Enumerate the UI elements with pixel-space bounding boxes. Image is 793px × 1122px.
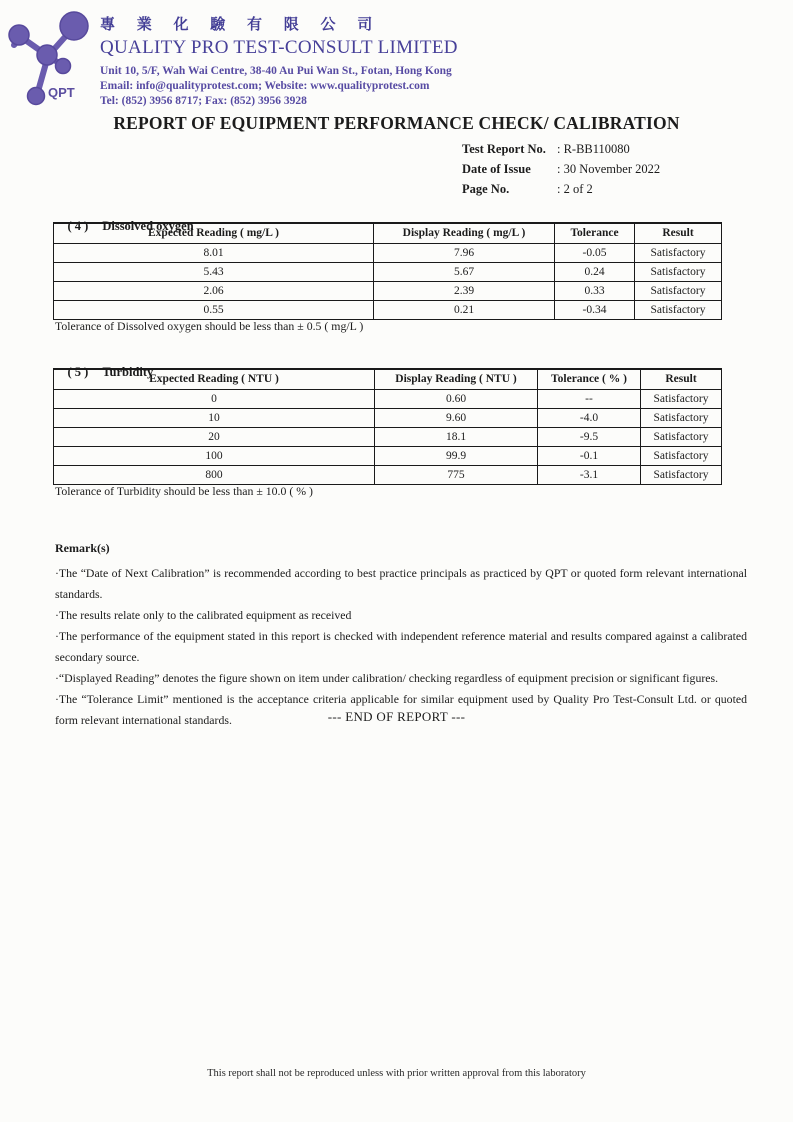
section-number: ( 5 ) bbox=[67, 365, 89, 379]
table-row bbox=[54, 263, 722, 282]
cell-display: 2.39 bbox=[374, 282, 555, 301]
col-expected-reading: Expected Reading ( mg/L ) bbox=[54, 223, 374, 244]
dissolved-oxygen-tolerance-note: Tolerance of Dissolved oxygen should be less than ± 0.5 ( mg/L ) bbox=[55, 319, 364, 333]
report-info-row bbox=[462, 159, 660, 179]
cell-display: 18.1 bbox=[375, 428, 538, 447]
cell-tolerance: -3.1 bbox=[538, 466, 641, 485]
cell-display: 5.67 bbox=[374, 263, 555, 282]
table-row bbox=[54, 466, 722, 485]
cell-result: Satisfactory bbox=[641, 447, 722, 466]
table-header-row bbox=[54, 369, 722, 390]
company-email-website: Email: info@qualityprotest.com; Website: www.qualityprotest.com bbox=[100, 80, 430, 93]
cell-expected: 5.43 bbox=[54, 263, 374, 282]
table-row bbox=[54, 282, 722, 301]
molecule-icon bbox=[6, 4, 98, 106]
cell-display: 99.9 bbox=[375, 447, 538, 466]
cell-display: 0.21 bbox=[374, 301, 555, 320]
cell-tolerance: 0.24 bbox=[555, 263, 635, 282]
cell-tolerance: -- bbox=[538, 390, 641, 409]
cell-result: Satisfactory bbox=[635, 263, 722, 282]
remark-item: ·The “Date of Next Calibration” is recommended according to best practice principals as practiced by QPT or quoted form relevant international standards. bbox=[55, 566, 747, 601]
company-tel-fax: Tel: (852) 3956 8717; Fax: (852) 3956 3928 bbox=[100, 95, 307, 108]
dissolved-oxygen-table bbox=[53, 222, 722, 320]
cell-expected: 0.55 bbox=[54, 301, 374, 320]
footer-disclaimer: This report shall not be reproduced unless with prior written approval from this laboratory bbox=[207, 1068, 586, 1079]
table-row bbox=[54, 409, 722, 428]
remarks-heading: Remark(s) bbox=[55, 541, 110, 555]
remark-item: ·The results relate only to the calibrated equipment as received bbox=[55, 608, 352, 622]
table-row bbox=[54, 447, 722, 466]
date-of-issue-value: : 30 November 2022 bbox=[557, 161, 661, 176]
cell-expected: 2.06 bbox=[54, 282, 374, 301]
cell-tolerance: -0.05 bbox=[555, 244, 635, 263]
company-name-english: QUALITY PRO TEST-CONSULT LIMITED bbox=[100, 37, 458, 58]
cell-tolerance: -4.0 bbox=[538, 409, 641, 428]
turbidity-table bbox=[53, 368, 722, 485]
company-logo bbox=[6, 4, 98, 106]
report-title: REPORT OF EQUIPMENT PERFORMANCE CHECK/ CALIBRATION bbox=[113, 113, 680, 133]
section-name: Dissolved oxygen bbox=[102, 219, 194, 233]
cell-result: Satisfactory bbox=[635, 244, 722, 263]
section-name: Turbidity bbox=[102, 365, 154, 379]
cell-result: Satisfactory bbox=[641, 390, 722, 409]
letterhead bbox=[100, 13, 458, 110]
logo-qpt-label: QPT bbox=[48, 85, 75, 100]
remark-item: ·“Displayed Reading” denotes the figure shown on item under calibration/ checking regardless of equipment precision or significant figures. bbox=[55, 671, 719, 685]
table-header-row bbox=[54, 223, 722, 244]
col-display-reading: Display Reading ( mg/L ) bbox=[374, 223, 555, 244]
table-row bbox=[54, 428, 722, 447]
report-info-row bbox=[462, 139, 660, 159]
cell-result: Satisfactory bbox=[641, 466, 722, 485]
col-expected-reading: Expected Reading ( NTU ) bbox=[54, 369, 375, 390]
table-row bbox=[54, 301, 722, 320]
cell-result: Satisfactory bbox=[641, 428, 722, 447]
end-of-report-marker: --- END OF REPORT --- bbox=[327, 709, 466, 724]
page-no-value: : 2 of 2 bbox=[557, 181, 593, 196]
table-row bbox=[54, 244, 722, 263]
remark-item: ·The performance of the equipment stated in this report is checked with independent reference material and results compared against a calibrated secondary source. bbox=[55, 629, 747, 664]
cell-display: 0.60 bbox=[375, 390, 538, 409]
company-name-chinese: 專 業 化 驗 有 限 公 司 bbox=[100, 17, 382, 33]
table-row bbox=[54, 390, 722, 409]
cell-display: 775 bbox=[375, 466, 538, 485]
col-result: Result bbox=[635, 223, 722, 244]
col-display-reading: Display Reading ( NTU ) bbox=[375, 369, 538, 390]
col-tolerance: Tolerance bbox=[555, 223, 635, 244]
test-report-no-value: : R-BB110080 bbox=[557, 141, 630, 156]
section-number: ( 4 ) bbox=[67, 219, 89, 233]
turbidity-tolerance-note: Tolerance of Turbidity should be less than ± 10.0 ( % ) bbox=[55, 484, 313, 498]
page-no-label: Page No. bbox=[462, 181, 510, 196]
cell-display: 9.60 bbox=[375, 409, 538, 428]
cell-expected: 800 bbox=[54, 466, 375, 485]
cell-expected: 8.01 bbox=[54, 244, 374, 263]
company-contact-block bbox=[100, 64, 458, 110]
cell-expected: 0 bbox=[54, 390, 375, 409]
col-result: Result bbox=[641, 369, 722, 390]
report-info-block bbox=[462, 139, 660, 199]
cell-result: Satisfactory bbox=[641, 409, 722, 428]
date-of-issue-label: Date of Issue bbox=[462, 161, 531, 176]
cell-tolerance: -9.5 bbox=[538, 428, 641, 447]
cell-expected: 10 bbox=[54, 409, 375, 428]
cell-tolerance: -0.34 bbox=[555, 301, 635, 320]
cell-expected: 100 bbox=[54, 447, 375, 466]
report-info-row bbox=[462, 179, 660, 199]
cell-tolerance: 0.33 bbox=[555, 282, 635, 301]
cell-display: 7.96 bbox=[374, 244, 555, 263]
col-tolerance: Tolerance ( % ) bbox=[538, 369, 641, 390]
remark-item: ·The “Tolerance Limit” mentioned is the acceptance criteria applicable for similar equipment used by Quality Pro Test-Consult Ltd. or quoted form relevant international standards. bbox=[55, 692, 747, 727]
cell-expected: 20 bbox=[54, 428, 375, 447]
test-report-no-label: Test Report No. bbox=[462, 141, 546, 156]
cell-tolerance: -0.1 bbox=[538, 447, 641, 466]
cell-result: Satisfactory bbox=[635, 282, 722, 301]
remarks-section bbox=[55, 541, 747, 731]
cell-result: Satisfactory bbox=[635, 301, 722, 320]
company-address: Unit 10, 5/F, Wah Wai Centre, 38-40 Au Pui Wan St., Fotan, Hong Kong bbox=[100, 65, 452, 77]
